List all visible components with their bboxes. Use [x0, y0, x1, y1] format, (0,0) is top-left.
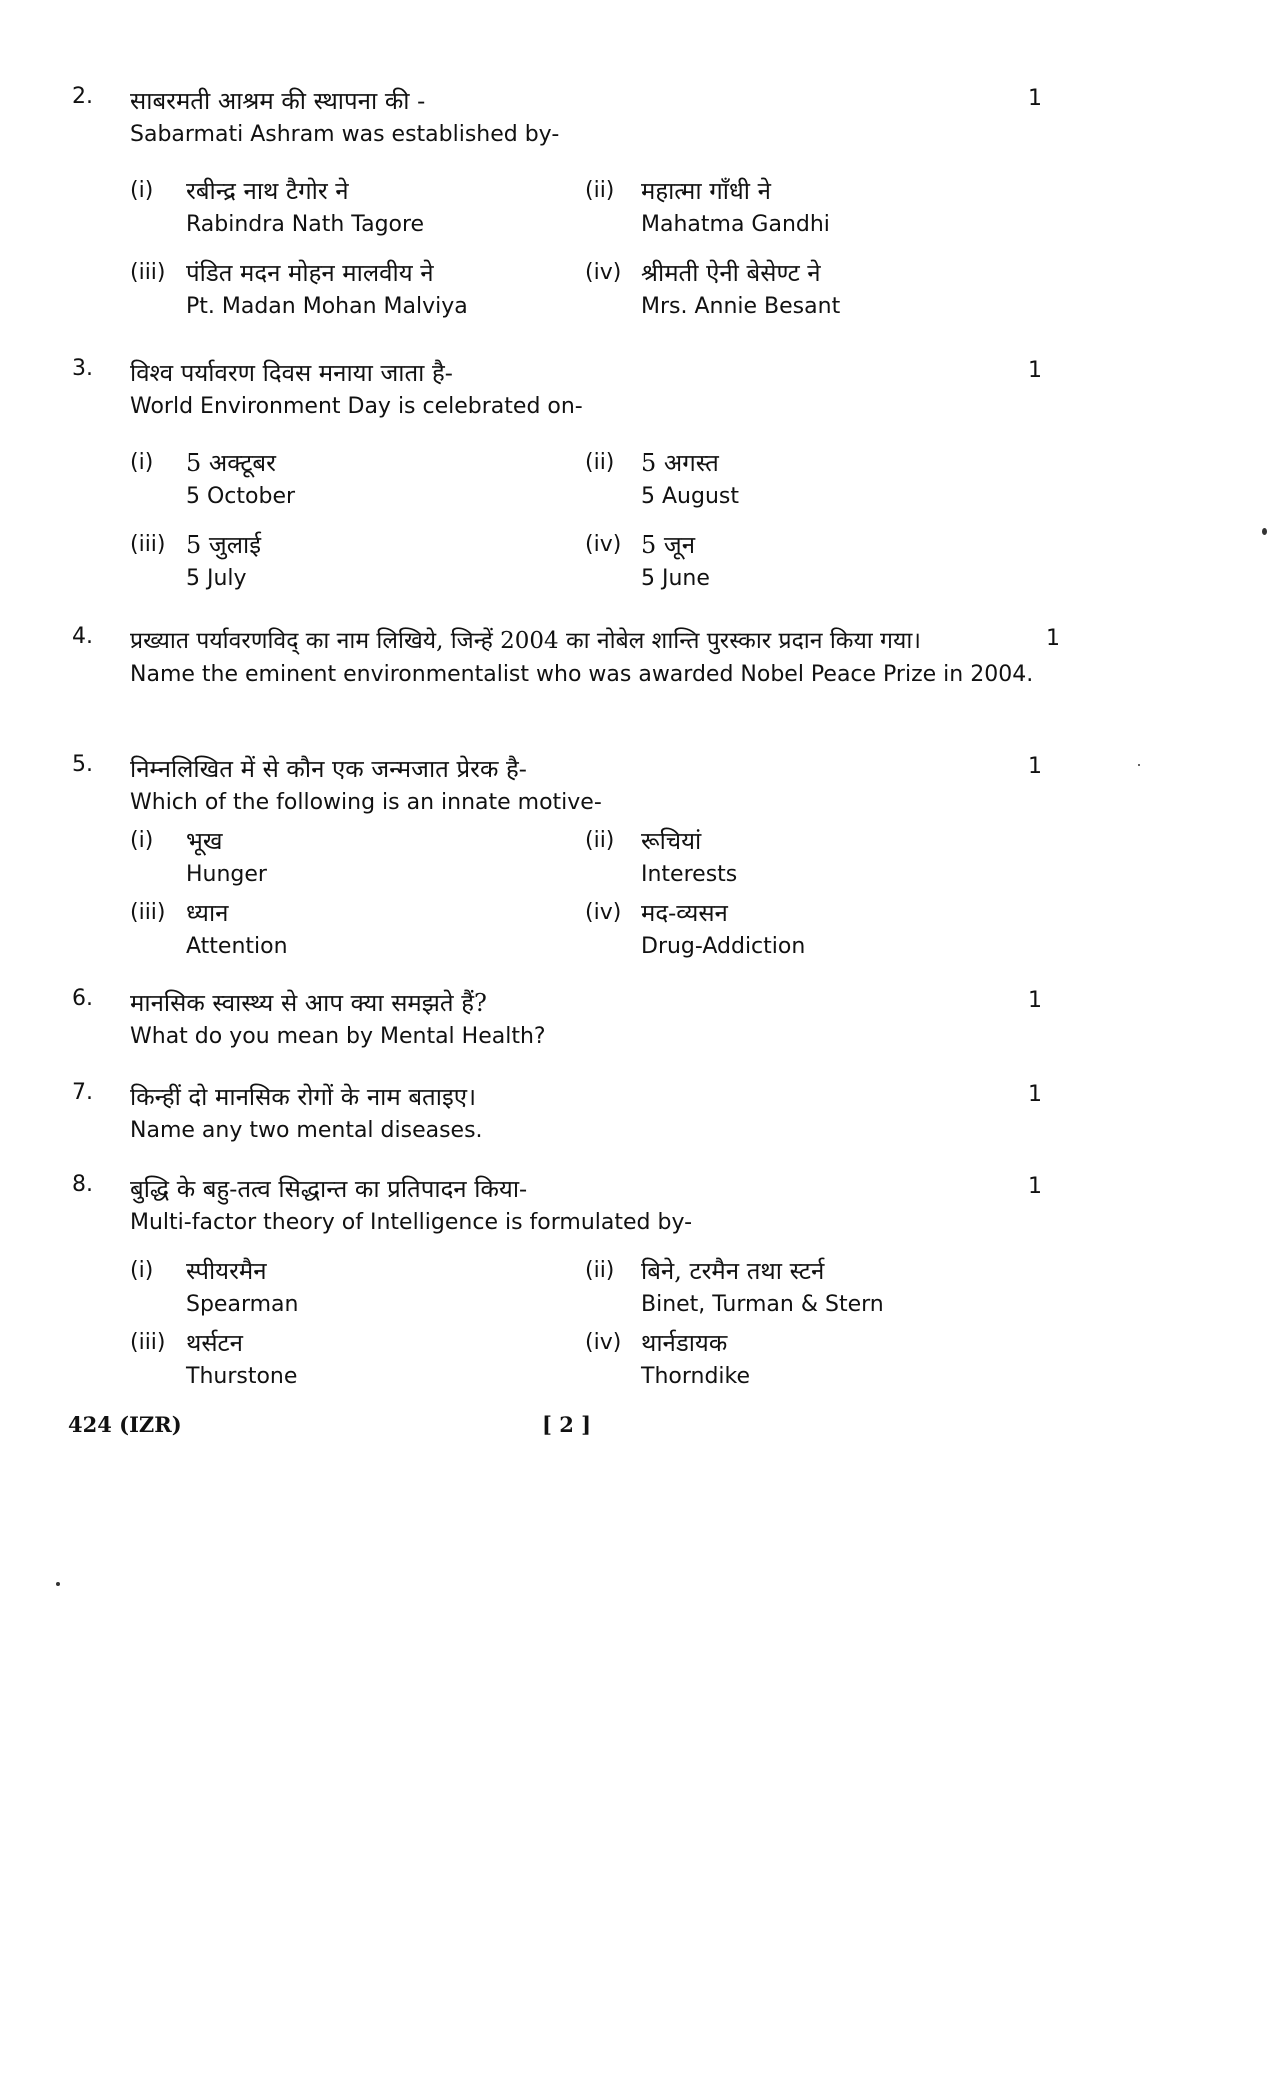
option-english: 5 August [641, 484, 739, 509]
option [585, 174, 1040, 242]
option-number: (iv) [585, 900, 622, 925]
options [130, 1254, 1062, 1394]
option-hindi: 5 जुलाई [186, 531, 261, 559]
option-hindi: थर्सटन [186, 1329, 243, 1357]
question-7 [72, 1080, 1062, 1148]
option-hindi: महात्मा गाँधी ने [641, 177, 771, 205]
option [130, 1254, 585, 1322]
option [130, 1326, 585, 1394]
question-5 [72, 752, 1062, 964]
question-text-english: Multi-factor theory of Intelligence is formulated by- [130, 1210, 693, 1235]
question-marks: 1 [1046, 626, 1060, 651]
option-hindi: थार्नडायक [641, 1329, 728, 1357]
scan-speck [1262, 528, 1267, 535]
question-3 [72, 356, 1062, 596]
option-hindi: 5 अगस्त [641, 449, 719, 477]
option [585, 256, 1040, 324]
option [585, 1326, 1040, 1394]
option-number: (iii) [130, 900, 166, 925]
paper-code: 424 (IZR) [68, 1412, 182, 1437]
option-hindi: 5 अक्टूबर [186, 449, 276, 477]
options [130, 824, 1062, 964]
option-english: 5 July [186, 566, 247, 591]
scan-speck [56, 1582, 60, 1586]
option-english: Mrs. Annie Besant [641, 294, 841, 319]
option [585, 1254, 1040, 1322]
option-number: (i) [130, 1258, 154, 1283]
option-number: (iv) [585, 532, 622, 557]
question-text-hindi: बुद्धि के बहु-तत्व सिद्धान्त का प्रतिपादन किया- [130, 1175, 528, 1203]
option-hindi: बिने, टरमैन तथा स्टर्न [641, 1257, 825, 1285]
option-number: (iii) [130, 1330, 166, 1355]
option-english: Rabindra Nath Tagore [186, 212, 425, 237]
option-number: (ii) [585, 828, 615, 853]
option-number: (iii) [130, 532, 166, 557]
option-hindi: 5 जून [641, 531, 696, 559]
option-number: (i) [130, 450, 154, 475]
option [130, 824, 585, 892]
option-english: 5 October [186, 484, 296, 509]
option-number: (i) [130, 178, 154, 203]
option-hindi: ध्यान [186, 899, 229, 927]
option-number: (iv) [585, 260, 622, 285]
option-english: Drug-Addiction [641, 934, 806, 959]
option-english: Interests [641, 862, 738, 887]
question-text-hindi: मानसिक स्वास्थ्य से आप क्या समझते हैं? [130, 989, 487, 1017]
question-number: 8. [72, 1172, 93, 1197]
option [130, 528, 585, 596]
option-english: Hunger [186, 862, 267, 887]
options [130, 174, 1062, 324]
option [130, 446, 585, 514]
question-marks: 1 [1028, 1174, 1042, 1199]
question-text-hindi: साबरमती आश्रम की स्थापना की - [130, 87, 426, 115]
option-hindi: रूचियां [641, 827, 702, 855]
question-text-english: Name the eminent environmentalist who was awarded Nobel Peace Prize in 2004. [130, 662, 1034, 687]
question-text-english: Sabarmati Ashram was established by- [130, 122, 560, 147]
option-number: (ii) [585, 178, 615, 203]
question-8 [72, 1172, 1062, 1394]
question-text-hindi: प्रख्यात पर्यावरणविद् का नाम लिखिये, जिन्हें 2004 का नोबेल शान्ति पुरस्कार प्रदान किया गया। [130, 628, 922, 654]
option [585, 528, 1040, 596]
option-hindi: मद-व्यसन [641, 899, 728, 927]
option-english: Mahatma Gandhi [641, 212, 830, 237]
question-4 [72, 624, 1062, 692]
question-marks: 1 [1028, 86, 1042, 111]
option-english: Thorndike [641, 1364, 751, 1389]
question-number: 5. [72, 752, 93, 777]
question-marks: 1 [1028, 358, 1042, 383]
question-marks: 1 [1028, 988, 1042, 1013]
question-number: 3. [72, 356, 93, 381]
question-text-hindi: निम्नलिखित में से कौन एक जन्मजात प्रेरक है- [130, 755, 527, 783]
option-hindi: पंडित मदन मोहन मालवीय ने [186, 259, 434, 287]
option [585, 896, 1040, 964]
question-text-hindi: विश्व पर्यावरण दिवस मनाया जाता है- [130, 359, 453, 387]
option [585, 446, 1040, 514]
option [130, 174, 585, 242]
question-number: 6. [72, 986, 93, 1011]
option-number: (ii) [585, 1258, 615, 1283]
option-hindi: स्पीयरमैन [186, 1257, 267, 1285]
question-text-english: Name any two mental diseases. [130, 1118, 483, 1143]
option [585, 824, 1040, 892]
question-text-english: Which of the following is an innate motive- [130, 790, 602, 815]
option-number: (i) [130, 828, 154, 853]
option-number: (iv) [585, 1330, 622, 1355]
option-english: Attention [186, 934, 288, 959]
question-text-english: World Environment Day is celebrated on- [130, 394, 583, 419]
option-english: Pt. Madan Mohan Malviya [186, 294, 468, 319]
question-text-english: What do you mean by Mental Health? [130, 1024, 546, 1049]
option-number: (ii) [585, 450, 615, 475]
question-number: 7. [72, 1080, 93, 1105]
question-marks: 1 [1028, 1082, 1042, 1107]
scan-speck [1138, 764, 1140, 766]
question-2 [72, 84, 1062, 324]
option-hindi: रबीन्द्र नाथ टैगोर ने [186, 177, 349, 205]
option-english: Binet, Turman & Stern [641, 1292, 884, 1317]
question-number: 4. [72, 624, 93, 649]
question-text-hindi: किन्हीं दो मानसिक रोगों के नाम बताइए। [130, 1083, 477, 1111]
option-english: 5 June [641, 566, 710, 591]
option [130, 256, 585, 324]
option-number: (iii) [130, 260, 166, 285]
option-hindi: भूख [186, 827, 223, 855]
option-english: Spearman [186, 1292, 299, 1317]
question-6 [72, 986, 1062, 1054]
question-number: 2. [72, 84, 93, 109]
option [130, 896, 585, 964]
option-hindi: श्रीमती ऐनी बेसेण्ट ने [641, 259, 821, 287]
page-number: [ 2 ] [542, 1412, 592, 1437]
option-english: Thurstone [186, 1364, 298, 1389]
question-marks: 1 [1028, 754, 1042, 779]
options [130, 446, 1062, 596]
